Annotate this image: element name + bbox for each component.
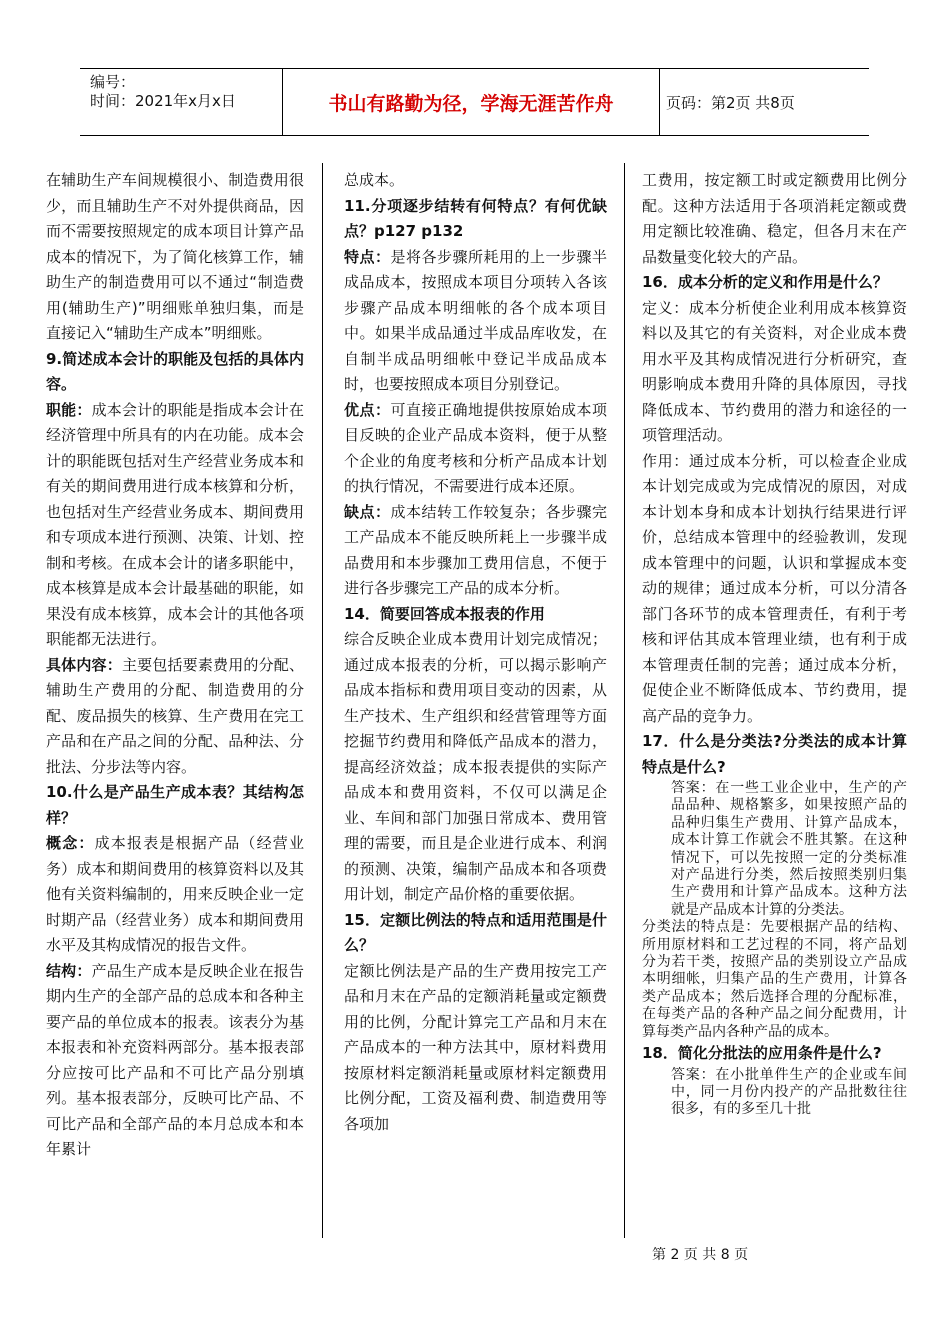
paragraph [642, 780, 907, 919]
paragraph-text: 在辅助生产车间规模很小、制造费用很少，而且辅助生产不对外提供商品，因而不需要按照规定的成本项目计算产品成本的情况下，为了简化核算工作，辅助生产的制造费用可以不通过“制造费用(辅助生产)”明细账单独归集，而是直接记入“辅助生产成本”明细账。 [46, 171, 304, 342]
paragraph [344, 398, 607, 500]
header-page-cell [660, 69, 869, 135]
paragraph-label: 结构： [46, 961, 92, 980]
paragraph [642, 1067, 907, 1119]
paragraph [46, 959, 304, 1163]
paragraph [46, 168, 304, 347]
section-heading: 15．定额比例法的特点和适用范围是什么？ [344, 910, 607, 954]
paragraph-label: 具体内容： [46, 655, 122, 674]
paragraph-text: 分类法的特点是：先要根据产品的结构、所用原材料和工艺过程的不同，将产品划分为若干类，按照产品的类别设立产品成本明细帐，归集产品的生产费用，计算各类产品成本；然后选择合理的分配标准，在每类产品的各种产品之间分配费用，计算每类产品内各种产品的成本。 [642, 919, 907, 1040]
paragraph [46, 831, 304, 959]
doc-time-label: 时间：2021年x月x日 [90, 92, 236, 110]
paragraph-text: 是将各步骤所耗用的上一步骤半成品成本，按照成本项目分项转入各该步骤产品成本明细帐的各个成本项目中。如果半成品通过半成品库收发，在自制半成品明细帐中登记半成品成本时，也要按照成本项目分别登记。 [344, 247, 607, 393]
paragraph-text: 成本会计的职能是指成本会计在经济管理中所具有的内在功能。成本会计的职能既包括对生产经营业务成本和有关的期间费用进行成本核算和分析，也包括对生产经营业务成本、期间费用和专项成本进行预测、决策、计划、控制和考核。在成本会计的诸多职能中，成本核算是成本会计最基础的职能，如果没有成本核算，成本会计的其他各项职能都无法进行。 [46, 400, 304, 648]
paragraph-label: 职能： [46, 400, 92, 419]
paragraph-label: 优点： [344, 400, 391, 419]
paragraph-text: 答案：在一些工业企业中，生产的产品品种、规格繁多，如果按照产品的品种归集生产费用、计算产品成本，成本计算工作就会不胜其繁。在这种情况下，可以先按照一定的分类标准对产品进行分类，然后按照类别归集生产费用和计算产品成本。这种方法就是产品成本计算的分类法。 [671, 780, 907, 918]
header-info-cell [80, 69, 283, 135]
paragraph [344, 245, 607, 398]
paragraph-text: 成本报表是根据产品（经营业务）成本和期间费用的核算资料以及其他有关资料编制的，用来反映企业一定时期产品（经营业务）成本和期间费用水平及其构成情况的报告文件。 [46, 834, 304, 954]
header-motto-cell [283, 69, 660, 135]
paragraph [344, 500, 607, 602]
section-heading: 18．简化分批法的应用条件是什么? [642, 1044, 882, 1063]
paragraph [642, 449, 907, 730]
page-number-label: 页码：第2页 共8页 [666, 94, 795, 112]
paragraph-text: 成本结转工作较复杂；各步骤完工产品成本不能反映所耗上一步骤半成品费用和本步骤加工费用信息，不便于进行各步骤完工产品的成本分析。 [344, 502, 607, 597]
column-divider-right [624, 163, 625, 1238]
motto-title: 书山有路勤为径，学海无涯苦作舟 [328, 93, 614, 115]
paragraph-text: 定义：成本分析使企业利用成本核算资料以及其它的有关资料，对企业成本费用水平及其构成情况进行分析研究，查明影响成本费用升降的具体原因，寻找降低成本、节约费用的潜力和途径的一项管理活动。 [642, 298, 907, 444]
paragraph-label: 概念： [46, 834, 95, 852]
paragraph-label: 缺点： [344, 502, 391, 521]
paragraph-text: 工费用，按定额工时或定额费用比例分配。这种方法适用于各项消耗定额或费用定额比较准确、稳定，但各月末在产品数量变化较大的产品。 [642, 171, 907, 266]
paragraph [344, 959, 607, 1138]
paragraph-text: 产品生产成本是反映企业在报告期内生产的全部产品的总成本和各种主要产品的单位成本的报表。该表分为基本报表和补充资料两部分。基本报表部分应按可比产品和不可比产品分别填列。基本报表部分，反映可比产品、不可比产品和全部产品的本月总成本和本年累计 [46, 961, 304, 1158]
doc-number-label: 编号： [90, 73, 136, 91]
paragraph [46, 653, 304, 781]
paragraph-text: 综合反映企业成本费用计划完成情况；通过成本报表的分析，可以揭示影响产品成本指标和费用项目变动的因素，从生产技术、生产组织和经营管理等方面挖掘节约费用和降低产品成本的潜力，提高经济效益；成本报表提供的实际产品成本和费用资料，不仅可以满足企业、车间和部门加强日常成本、费用管理的需要，而且是企业进行成本、利润的预测、决策，编制产品成本和各项费用计划，制定产品价格的重要依据。 [344, 630, 607, 903]
paragraph-text: 答案：在小批单件生产的企业或车间中，同一月份内投产的产品批数往往很多，有的多至几十批 [671, 1066, 907, 1118]
paragraph-text: 主要包括要素费用的分配、辅助生产费用的分配、制造费用的分配、废品损失的核算、生产费用在完工产品和在产品之间的分配、品种法、分批法、分步法等内容。 [46, 655, 304, 776]
page-header [80, 68, 869, 136]
text-column-2 [344, 168, 607, 1137]
paragraph [642, 168, 907, 270]
paragraph-text: 作用：通过成本分析，可以检查企业成本计划完成或为完成情况的原因，对成本计划本身和成本计划执行结果进行评价，总结成本管理中的经验教训，发现成本管理中的问题，认识和掌握成本变动的规律；通过成本分析，可以分清各部门各环节的成本管理责任，有利于考核和评估其成本管理业绩，也有利于成本管理责任制的完善；通过成本分析，促使企业不断降低成本、节约费用，提高产品的竞争力。 [642, 451, 907, 725]
section-heading: 17．什么是分类法?分类法的成本计算特点是什么? [642, 732, 907, 776]
section-heading: 16．成本分析的定义和作用是什么？ [642, 273, 888, 291]
paragraph-text: 定额比例法是产品的生产费用按完工产品和月末在产品的定额消耗量或定额费用的比例，分配计算完工产品和月末在产品成本的一种方法其中，原材料费用按原材料定额消耗量或原材料定额费用比例分配，工资及福利费、制造费用等各项加 [344, 961, 607, 1133]
column-divider-left [322, 163, 323, 1238]
section-heading: 10.什么是产品生产成本表？其结构怎样？ [46, 783, 304, 827]
paragraph [344, 168, 607, 194]
paragraph [344, 627, 607, 908]
section-heading: 14．简要回答成本报表的作用 [344, 604, 545, 623]
paragraph-text: 可直接正确地提供按原始成本项目反映的企业产品成本资料，便于从整个企业的角度考核和分析产品成本计划的执行情况，不需要进行成本还原。 [344, 400, 607, 495]
paragraph-label: 特点： [344, 247, 391, 266]
paragraph [642, 919, 907, 1041]
text-column-3 [642, 168, 907, 1119]
paragraph [642, 296, 907, 449]
page-footer: 第 2 页 共 8 页 [652, 1247, 749, 1263]
paragraph-text: 总成本。 [344, 171, 405, 189]
text-column-1 [46, 168, 304, 1163]
section-heading: 11.分项逐步结转有何特点？有何优缺点？p127 p132 [344, 196, 607, 240]
paragraph [46, 398, 304, 653]
section-heading: 9.简述成本会计的职能及包括的具体内容。 [46, 349, 304, 393]
